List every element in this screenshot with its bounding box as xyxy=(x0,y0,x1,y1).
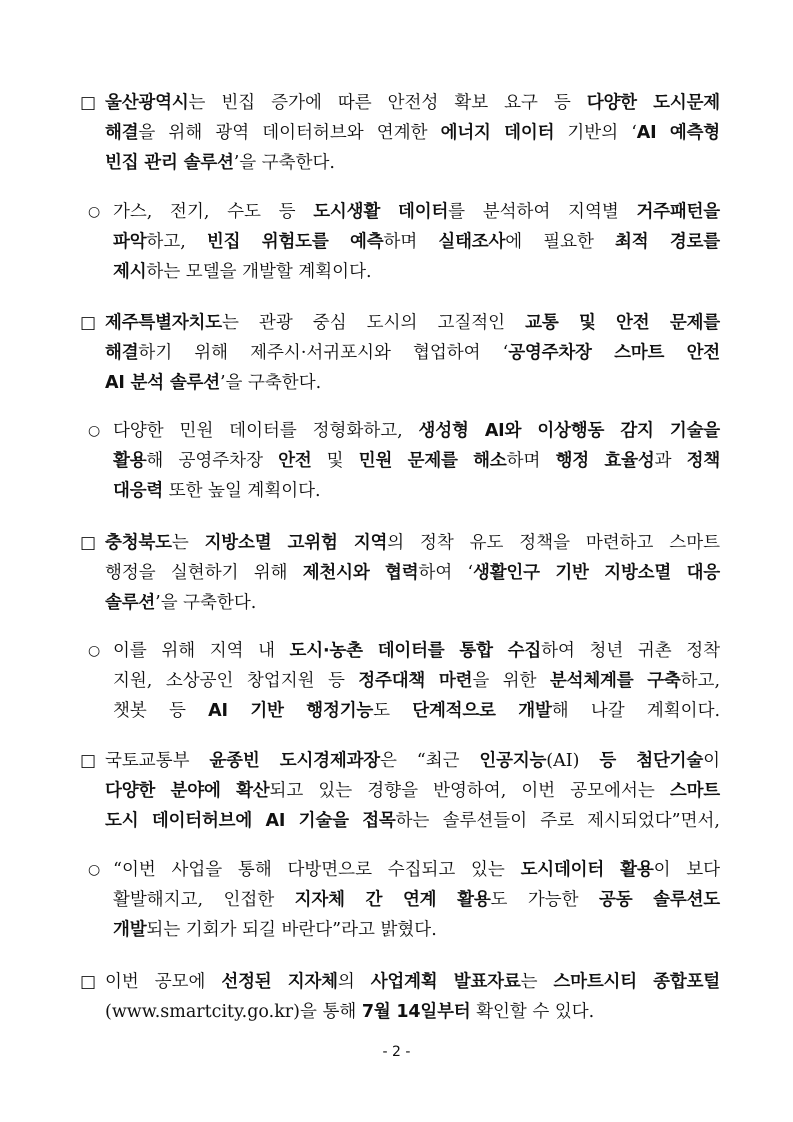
text: 하며 xyxy=(383,232,439,252)
text-line xyxy=(80,416,720,446)
bold-text: 빈집 위험도를 예측 xyxy=(206,232,384,252)
bold-text: 파악 xyxy=(113,232,147,252)
text: 에 필요한 xyxy=(505,232,616,252)
text: 되는 기회가 되길 바란다”라고 밝혔다. xyxy=(146,920,437,940)
text: 는 xyxy=(171,533,205,553)
square-bullet-icon: □ xyxy=(80,313,97,333)
bold-text: 지자체 간 연계 활용 xyxy=(294,890,491,910)
bold-text: 스마트시티 종합포털 xyxy=(553,972,720,992)
text: 도 xyxy=(373,701,413,721)
text: 을 위해 광역 데이터허브와 연계한 xyxy=(138,123,441,143)
text-line xyxy=(80,967,720,997)
text: 지원, 소상공인 창업지원 등 xyxy=(113,671,359,691)
bold-text: 거주패턴을 xyxy=(636,202,720,222)
text-line xyxy=(80,885,720,915)
text-line xyxy=(80,308,720,338)
text: 하며 xyxy=(506,451,556,471)
bold-text: 다양한 도시문제 xyxy=(586,93,720,113)
bold-text: 빈집 관리 솔루션 xyxy=(105,153,234,173)
bold-text: 충청북도 xyxy=(105,533,172,553)
bold-text: 분석체계를 구축 xyxy=(549,671,681,691)
paragraph-chungbuk xyxy=(80,528,720,618)
text: 하는 솔루션들이 주로 제시되었다”면서, xyxy=(395,811,720,831)
bold-text: 도시생활 데이터 xyxy=(313,202,449,222)
text: 되고 있는 경향을 반영하여, 이번 공모에서는 xyxy=(269,781,670,801)
bold-text: 정주대책 마련 xyxy=(358,671,473,691)
text-line xyxy=(80,148,720,178)
text-line xyxy=(80,88,720,118)
subparagraph-chungbuk xyxy=(80,636,720,726)
bold-text: 공영주차장 스마트 안전 xyxy=(508,343,720,363)
text: ’을 구축한다. xyxy=(219,373,322,393)
bold-text: 스마트 xyxy=(669,781,720,801)
text-line xyxy=(80,636,720,666)
text: 하기 위해 제주시·서귀포시와 협업하여 ‘ xyxy=(138,343,509,363)
text: 을 위한 xyxy=(472,671,550,691)
circle-bullet-icon: ○ xyxy=(88,862,101,878)
text-line xyxy=(80,776,720,806)
bold-text: 다양한 분야에 확산 xyxy=(105,781,270,801)
paragraph-ministry-quote xyxy=(80,746,720,836)
text: 도 가능한 xyxy=(490,890,600,910)
bold-text: 도시데이터 활용 xyxy=(520,860,654,880)
text: 행정을 실현하기 위해 xyxy=(105,563,303,583)
text: 하여 ‘ xyxy=(418,563,474,583)
bold-text: 행정 효율성 xyxy=(555,451,655,471)
text-line xyxy=(80,446,720,476)
text: 이를 위해 지역 내 xyxy=(113,641,290,661)
bold-text: 에너지 데이터 xyxy=(440,123,555,143)
bold-text: 생활인구 기반 지방소멸 대응 xyxy=(473,563,721,583)
text-line xyxy=(80,257,720,287)
text: 는 관광 중심 도시의 고질적인 xyxy=(221,313,526,333)
text-line xyxy=(80,528,720,558)
bold-text: AI 예측형 xyxy=(636,123,721,143)
text: 과 xyxy=(654,451,687,471)
bold-text: 도시·농촌 데이터를 통합 수집 xyxy=(289,641,542,661)
square-bullet-icon: □ xyxy=(80,972,97,992)
bold-text: AI 분석 솔루션 xyxy=(105,373,220,393)
bold-text: 활용 xyxy=(113,451,147,471)
bold-text: 최적 경로를 xyxy=(615,232,720,252)
text-line xyxy=(80,915,720,945)
bold-text: 실태조사 xyxy=(438,232,506,252)
circle-bullet-icon: ○ xyxy=(88,204,101,220)
bold-text: 울산광역시 xyxy=(105,93,189,113)
text: “이번 사업을 통해 다방면으로 수집되고 있는 xyxy=(113,860,521,880)
square-bullet-icon: □ xyxy=(80,751,97,771)
text-line xyxy=(80,476,720,506)
text: 의 xyxy=(337,972,371,992)
subparagraph-ministry-quote xyxy=(80,855,720,945)
bold-text: 민원 문제를 해소 xyxy=(358,451,507,471)
bold-text: AI 기반 행정기능 xyxy=(208,701,374,721)
text-line xyxy=(80,855,720,885)
bold-text: 해결 xyxy=(105,123,139,143)
text: 가스, 전기, 수도 등 xyxy=(113,202,314,222)
subparagraph-ulsan xyxy=(80,197,720,287)
text-line xyxy=(80,696,720,726)
text-line xyxy=(80,558,720,588)
text: 국토교통부 xyxy=(105,751,210,771)
bold-text: 도시 데이터허브에 AI 기술을 접목 xyxy=(105,811,396,831)
text: 기반의 ‘ xyxy=(554,123,637,143)
bold-text: 단계적으로 개발 xyxy=(412,701,552,721)
circle-bullet-icon: ○ xyxy=(88,643,101,659)
text-line xyxy=(80,118,720,148)
bold-text: 인공지능 xyxy=(479,751,547,771)
bold-text: 해결 xyxy=(105,343,139,363)
text-line xyxy=(80,588,720,618)
bold-text: 제주특별자치도 xyxy=(105,313,222,333)
text: 하는 모델을 개발할 계획이다. xyxy=(146,262,372,282)
text: 은 “최근 xyxy=(379,751,480,771)
square-bullet-icon: □ xyxy=(80,93,97,113)
text-line xyxy=(80,666,720,696)
bold-text: 7월 14일부터 xyxy=(361,1002,471,1022)
text-line xyxy=(80,746,720,776)
bold-text: 생성형 AI와 이상행동 감지 기술을 xyxy=(418,421,720,441)
bold-text: 개발 xyxy=(113,920,147,940)
bold-text: 사업계획 발표자료 xyxy=(370,972,521,992)
text-line xyxy=(80,368,720,398)
text: 확인할 수 있다. xyxy=(470,1002,595,1022)
page-number: - 2 - xyxy=(382,1044,411,1060)
text: (www.smartcity.go.kr)을 통해 xyxy=(105,1002,362,1022)
text: 및 xyxy=(311,451,359,471)
bold-text: 정책 xyxy=(686,451,721,471)
text: 는 xyxy=(520,972,554,992)
bold-text: 윤종빈 도시경제과장 xyxy=(209,751,380,771)
text-line xyxy=(80,338,720,368)
text-line xyxy=(80,806,720,836)
bold-text: 등 첨단기술 xyxy=(599,751,704,771)
bold-text: 공동 솔루션도 xyxy=(599,890,720,910)
text-line xyxy=(80,997,720,1027)
bold-text: 안전 xyxy=(278,451,312,471)
bold-text: 제시 xyxy=(113,262,147,282)
bold-text: 교통 및 안전 문제를 xyxy=(525,313,720,333)
bold-text: 솔루션 xyxy=(105,593,156,613)
subparagraph-jeju xyxy=(80,416,720,506)
text: 를 분석하여 지역별 xyxy=(448,202,637,222)
text: 이 xyxy=(703,751,720,771)
paragraph-jeju xyxy=(80,308,720,398)
bold-text: 선정된 지자체 xyxy=(221,972,338,992)
text: 활발해지고, 인접한 xyxy=(113,890,295,910)
text: ’을 구축한다. xyxy=(155,593,257,613)
text: 챗봇 등 xyxy=(113,701,209,721)
circle-bullet-icon: ○ xyxy=(88,423,101,439)
bold-text: 제천시와 협력 xyxy=(302,563,419,583)
text: 는 빈집 증가에 따른 안전성 확보 요구 등 xyxy=(188,93,587,113)
text: 이번 공모에 xyxy=(105,972,222,992)
paragraph-portal-notice xyxy=(80,967,720,1027)
text: 하고, xyxy=(680,671,721,691)
text: 해 나갈 계획이다. xyxy=(551,701,721,721)
text: 이 보다 xyxy=(653,860,720,880)
text: 의 정착 유도 정책을 마련하고 스마트 xyxy=(387,533,721,553)
text: ’을 구축한다. xyxy=(233,153,335,173)
text-line xyxy=(80,197,720,227)
text: (AI) xyxy=(546,751,600,771)
text: 다양한 민원 데이터를 정형화하고, xyxy=(113,421,419,441)
text: 하고, xyxy=(146,232,207,252)
text: 하여 청년 귀촌 정착 xyxy=(541,641,720,661)
text-line xyxy=(80,227,720,257)
bold-text: 대응력 xyxy=(113,481,164,501)
text: 또한 높일 계획이다. xyxy=(163,481,321,501)
text: 해 공영주차장 xyxy=(146,451,279,471)
square-bullet-icon: □ xyxy=(80,533,97,553)
bold-text: 지방소멸 고위험 지역 xyxy=(204,533,388,553)
paragraph-ulsan xyxy=(80,88,720,178)
